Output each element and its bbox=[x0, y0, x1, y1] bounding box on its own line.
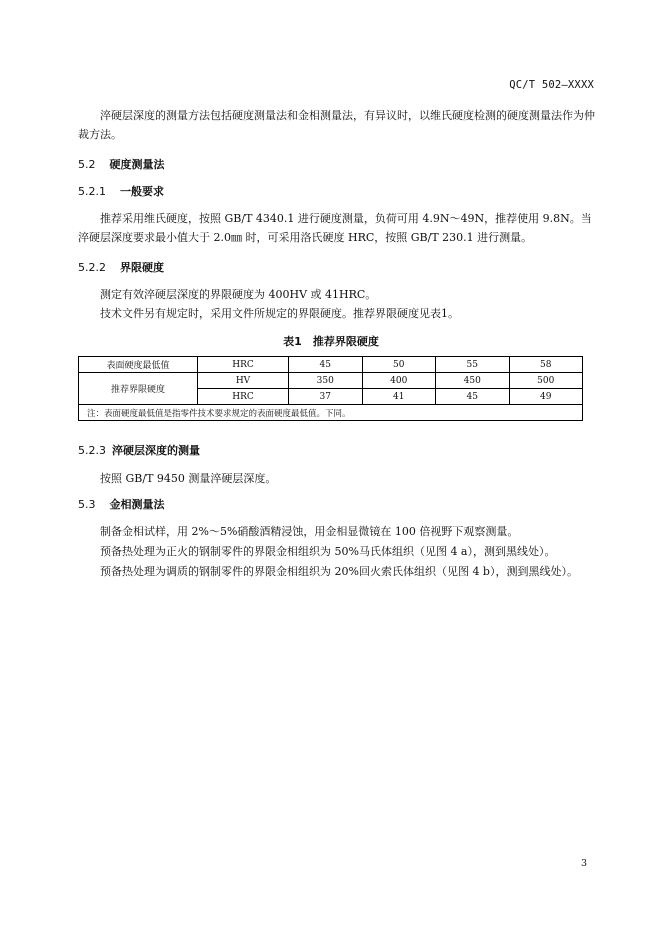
table-note-row bbox=[79, 405, 583, 421]
table-row bbox=[79, 357, 583, 373]
table-cell: HRC bbox=[198, 389, 289, 405]
section-5-3-line-3: 预备热处理为调质的钢制零件的界限金相组织为 20%回火索氏体组织（见图 4 b），测到黑线处）。 bbox=[100, 565, 578, 578]
section-title: 金相测量法 bbox=[109, 498, 165, 511]
section-5-2-2-line-1: 测定有效淬硬层深度的界限硬度为 400HV 或 41HRC。 bbox=[100, 288, 377, 301]
table-cell: 49 bbox=[509, 389, 583, 405]
section-5-2-3-heading bbox=[78, 442, 200, 458]
table-cell: 58 bbox=[509, 357, 583, 373]
intro-paragraph: 淬硬层深度的测量方法包括硬度测量法和金相测量法，有异议时，以维氏硬度检测的硬度测量法作为仲裁方法。 bbox=[78, 109, 595, 141]
table-cell: 41 bbox=[362, 389, 436, 405]
table-cell: 400 bbox=[362, 373, 436, 389]
table-row bbox=[79, 373, 583, 389]
table-cell: HRC bbox=[198, 357, 289, 373]
section-5-3-line-1: 制备金相试样，用 2%～5%硝酸酒精浸蚀，用金相显微镜在 100 倍视野下观察测量。 bbox=[100, 525, 519, 538]
table-cell: 55 bbox=[436, 357, 510, 373]
section-number: 5.2.1 bbox=[78, 185, 106, 198]
section-number: 5.2 bbox=[78, 158, 96, 171]
table-cell: 450 bbox=[436, 373, 510, 389]
section-5-3-line-2: 预备热处理为正火的钢制零件的界限金相组织为 50%马氏体组织（见图 4 a），测到黑线处）。 bbox=[100, 545, 556, 558]
section-5-3-heading bbox=[78, 496, 165, 512]
table-cell: 表面硬度最低值 bbox=[79, 357, 198, 373]
table-cell: 350 bbox=[289, 373, 363, 389]
section-5-2-1-paragraph: 推荐采用维氏硬度，按照 GB/T 4340.1 进行硬度测量，负荷可用 4.9N～49N，推荐使用 9.8N。当淬硬层深度要求最小值大于 2.0㎜ 时，可采用洛氏硬度 HRC，按照 GB/T 230.1 进行测量。 bbox=[78, 212, 592, 244]
recommended-hardness-table bbox=[78, 356, 583, 421]
section-5-2-1-heading bbox=[78, 183, 164, 199]
section-5-2-2-line-2: 技术文件另有规定时，采用文件所规定的界限硬度。推荐界限硬度见表1。 bbox=[100, 307, 459, 320]
table-cell: 37 bbox=[289, 389, 363, 405]
section-5-2-3-paragraph: 按照 GB/T 9450 测量淬硬层深度。 bbox=[100, 472, 277, 485]
section-5-2-2-heading bbox=[78, 259, 164, 275]
section-number: 5.2.2 bbox=[78, 261, 106, 274]
section-5-2-heading bbox=[78, 156, 165, 172]
document-code: QC/T 502—XXXX bbox=[509, 79, 594, 91]
section-title: 一般要求 bbox=[120, 185, 164, 198]
table-cell: 500 bbox=[509, 373, 583, 389]
table-cell: 45 bbox=[289, 357, 363, 373]
table-cell: 推荐界限硬度 bbox=[79, 373, 198, 405]
section-number: 5.3 bbox=[78, 498, 96, 511]
table-note: 注：表面硬度最低值是指零件技术要求规定的表面硬度最低值。下同。 bbox=[79, 405, 583, 421]
section-title: 硬度测量法 bbox=[109, 158, 165, 171]
table-cell: 50 bbox=[362, 357, 436, 373]
table-cell: 45 bbox=[436, 389, 510, 405]
section-title: 界限硬度 bbox=[120, 261, 164, 274]
section-number: 5.2.3 bbox=[78, 444, 106, 457]
section-title: 淬硬层深度的测量 bbox=[112, 444, 200, 457]
page-number: 3 bbox=[580, 858, 587, 869]
table-caption: 表1 推荐界限硬度 bbox=[283, 335, 379, 348]
table-cell: HV bbox=[198, 373, 289, 389]
